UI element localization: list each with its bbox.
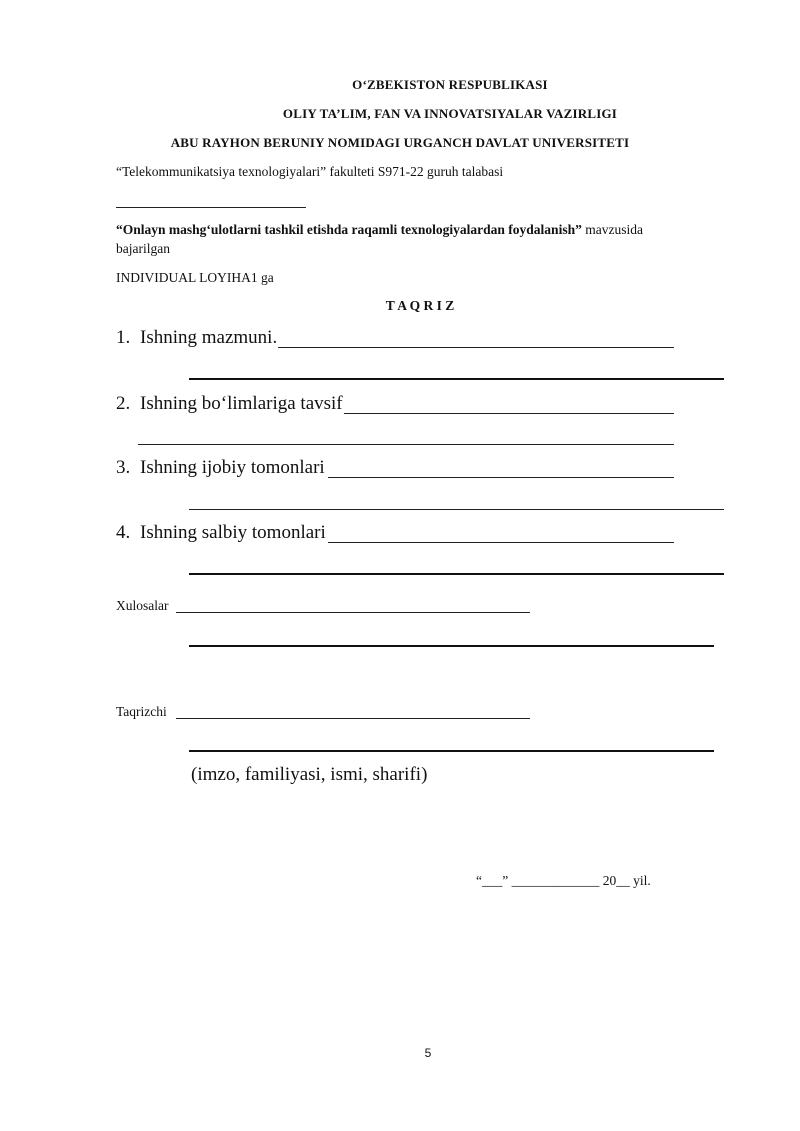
date-line	[476, 873, 651, 889]
header-country: O‘ZBEKISTON RESPUBLIKASI	[352, 77, 548, 92]
signature-hint: (imzo, familiyasi, ismi, sharifi)	[191, 764, 428, 785]
item-3-number: 3.	[116, 457, 131, 478]
item-3	[116, 457, 325, 479]
review-title: T A Q R I Z	[385, 298, 455, 313]
conclusions-blank-2[interactable]	[189, 645, 714, 647]
item-3-blank[interactable]	[328, 477, 674, 478]
item-2-number: 2.	[116, 393, 131, 414]
item-4	[116, 522, 326, 544]
item-4-blank-2[interactable]	[189, 573, 724, 575]
conclusions-label: Xulosalar	[116, 598, 169, 613]
header-university: ABU RAYHON BERUNIY NOMIDAGI URGANCH DAVLAT UNIVERSITETI	[170, 135, 630, 150]
header-ministry: OLIY TA’LIM, FAN VA INNOVATSIYALAR VAZIRLIGI	[282, 106, 618, 121]
item-1	[116, 327, 277, 349]
item-3-label: Ishning ijobiy tomonlari	[140, 457, 325, 478]
conclusions-blank[interactable]	[176, 612, 530, 613]
date-month-blank[interactable]: _____________	[511, 873, 600, 888]
item-2-blank-2[interactable]	[138, 444, 674, 445]
reviewer-signature-blank[interactable]	[189, 750, 714, 752]
item-2	[116, 393, 343, 415]
date-close-quote: ”	[502, 873, 509, 888]
item-1-label: Ishning mazmuni.	[140, 327, 278, 348]
date-year-blank[interactable]: __	[616, 873, 630, 888]
reviewer-blank[interactable]	[176, 718, 530, 719]
item-4-blank[interactable]	[328, 542, 674, 543]
date-day-blank[interactable]: ___	[482, 873, 503, 888]
item-4-label: Ishning salbiy tomonlari	[140, 522, 326, 543]
topic-title: “Onlayn mashg‘ulotlarni tashkil etishda raqamli texnologiyalardan foydalanish”	[116, 222, 582, 237]
item-4-number: 4.	[116, 522, 131, 543]
item-3-blank-2[interactable]	[189, 509, 724, 510]
date-open-quote: “	[476, 873, 482, 888]
date-year-prefix: 20	[602, 873, 617, 888]
item-2-blank[interactable]	[344, 413, 674, 414]
topic-line-2: bajarilgan	[116, 241, 170, 256]
reviewer-label: Taqrizchi	[116, 704, 167, 719]
student-name-blank[interactable]	[116, 207, 306, 208]
item-2-label: Ishning bo‘limlariga tavsif	[140, 393, 343, 414]
item-1-number: 1.	[116, 327, 131, 348]
topic-line	[116, 222, 643, 238]
date-year-suffix: yil.	[633, 873, 651, 888]
project-line: INDIVIDUAL LOYIHA1 ga	[116, 270, 274, 285]
page-number: 5	[424, 1046, 432, 1060]
topic-suffix: mavzusida	[581, 222, 643, 237]
item-1-blank[interactable]	[278, 347, 674, 348]
faculty-line: “Telekommunikatsiya texnologiyalari” fakulteti S971-22 guruh talabasi	[116, 164, 504, 179]
item-1-blank-2[interactable]	[189, 378, 724, 380]
